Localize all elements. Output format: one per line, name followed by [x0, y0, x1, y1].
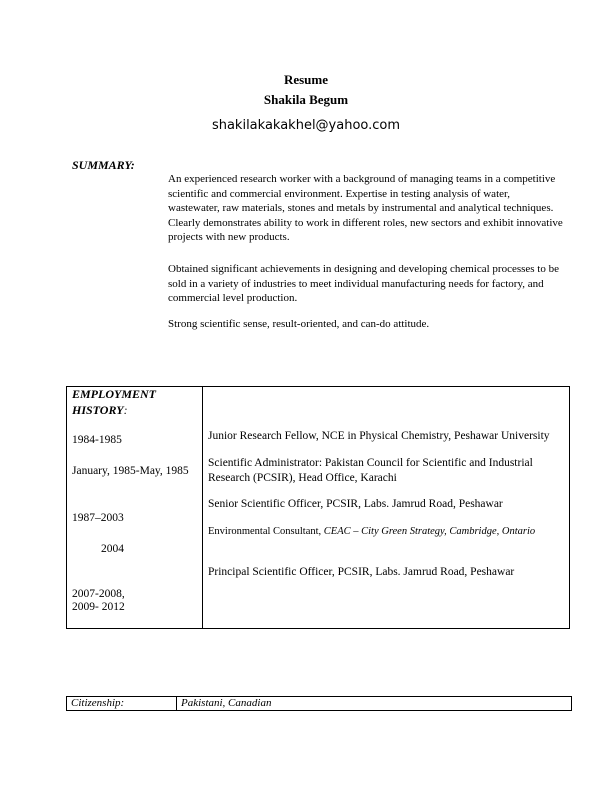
summary-paragraph-1: An experienced research worker with a background of managing teams in a competitive scientific and commercial environment. Expertise in testing analysis of water, wastewater, raw materials, stones and metals by instrumental and analytical techniques. Clearly demonstrates ability to work in different roles, new sectors and exhibit innovative projects with new products.: [168, 173, 563, 243]
resume-title: Resume: [283, 72, 329, 87]
employment-date-1: 1984-1985: [72, 434, 122, 446]
employment-date-5a: 2007-2008,: [72, 588, 125, 600]
citizenship-table-divider: [176, 696, 177, 711]
employment-date-5b: 2009- 2012: [72, 601, 125, 613]
employment-job-5: Principal Scientific Officer, PCSIR, Labs. Jamrud Road, Peshawar: [208, 566, 515, 578]
email-address: shakilakakakhel@yahoo.com: [211, 118, 401, 133]
employment-job-4-title: Environmental Consultant,: [208, 526, 324, 537]
employment-date-2: January, 1985-May, 1985: [72, 465, 189, 477]
summary-paragraph-3: Strong scientific sense, result-oriented, and can-do attitude.: [168, 318, 430, 330]
employment-date-4: 2004: [101, 543, 124, 555]
summary-label: SUMMARY:: [72, 158, 135, 172]
employment-heading-colon: :: [123, 403, 128, 417]
citizenship-value: Pakistani, Canadian: [181, 697, 272, 709]
citizenship-label: Citizenship:: [71, 697, 125, 709]
employment-date-3: 1987–2003: [72, 512, 124, 524]
employment-heading: [72, 386, 156, 418]
employment-table-divider: [202, 386, 203, 629]
employment-job-3: Senior Scientific Officer, PCSIR, Labs. Jamrud Road, Peshawar: [208, 498, 503, 510]
employment-heading-line1: EMPLOYMENT: [72, 387, 156, 401]
summary-paragraph-2: Obtained significant achievements in designing and developing chemical processes to be sold in a variety of industries to meet individual manufacturing needs for factory, and commercial level production.: [168, 263, 559, 304]
applicant-name: Shakila Begum: [263, 92, 349, 107]
employment-job-2: Scientific Administrator: Pakistan Council for Scientific and Industrial Research (PCSIR), Head Office, Karachi: [208, 457, 533, 484]
employment-job-4: [208, 525, 548, 539]
employment-job-1: Junior Research Fellow, NCE in Physical Chemistry, Peshawar University: [208, 430, 550, 442]
employment-job-4-organization: CEAC – City Green Strategy, Cambridge, Ontario: [323, 526, 536, 537]
employment-heading-line2: HISTORY: [72, 403, 124, 417]
citizenship-table: [66, 696, 572, 711]
